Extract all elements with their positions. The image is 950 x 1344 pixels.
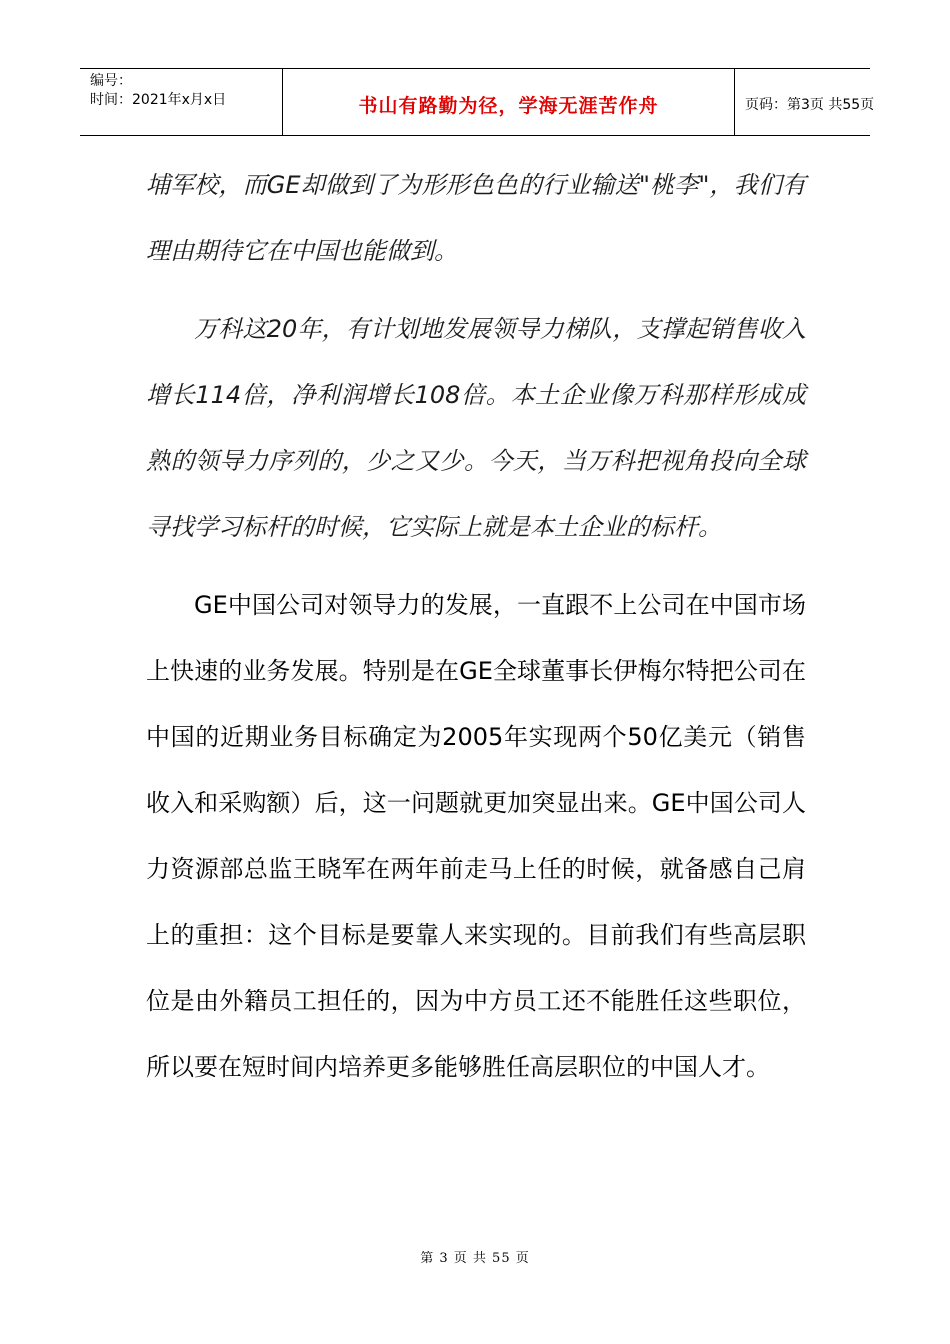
header-page-cell xyxy=(735,69,875,135)
body-paragraph-3: GE中国公司对领导力的发展，一直跟不上公司在中国市场上快速的业务发展。特别是在GE全球董事长伊梅尔特把公司在中国的近期业务目标确定为2005年实现两个50亿美元（销售收入和采购额）后，这一问题就更加突显出来。GE中国公司人力资源部总监王晓军在两年前走马上任的时候，就备感自己肩上的重担：这个目标是要靠人来实现的。目前我们有些高层职位是由外籍员工担任的，因为中方员工还不能胜任这些职位，所以要在短时间内培养更多能够胜任高层职位的中国人才。 xyxy=(146,591,806,1081)
body-paragraph-1: 埔军校，而GE却做到了为形形色色的行业输送"桃李"，我们有理由期待它在中国也能做到。 xyxy=(146,171,806,265)
page-footer: 第 3 页 共 55 页 xyxy=(420,1251,530,1266)
document-number-label: 编号： xyxy=(90,73,132,89)
header-page-info: 页码：第3页 共55页 xyxy=(745,97,875,113)
header-motto: 书山有路勤为径，学海无涯苦作舟 xyxy=(358,94,659,117)
body-paragraph-2: 万科这20年，有计划地发展领导力梯队，支撑起销售收入增长114倍，净利润增长108倍。本土企业像万科那样形成成熟的领导力序列的，少之又少。今天，当万科把视角投向全球寻找学习标杆的时候，它实际上就是本土企业的标杆。 xyxy=(146,315,806,541)
document-body xyxy=(146,152,806,1100)
header-motto-cell xyxy=(282,69,735,135)
header-meta-cell xyxy=(80,69,282,135)
page-header xyxy=(80,68,875,136)
document-date-label: 时间：2021年x月x日 xyxy=(90,92,227,108)
